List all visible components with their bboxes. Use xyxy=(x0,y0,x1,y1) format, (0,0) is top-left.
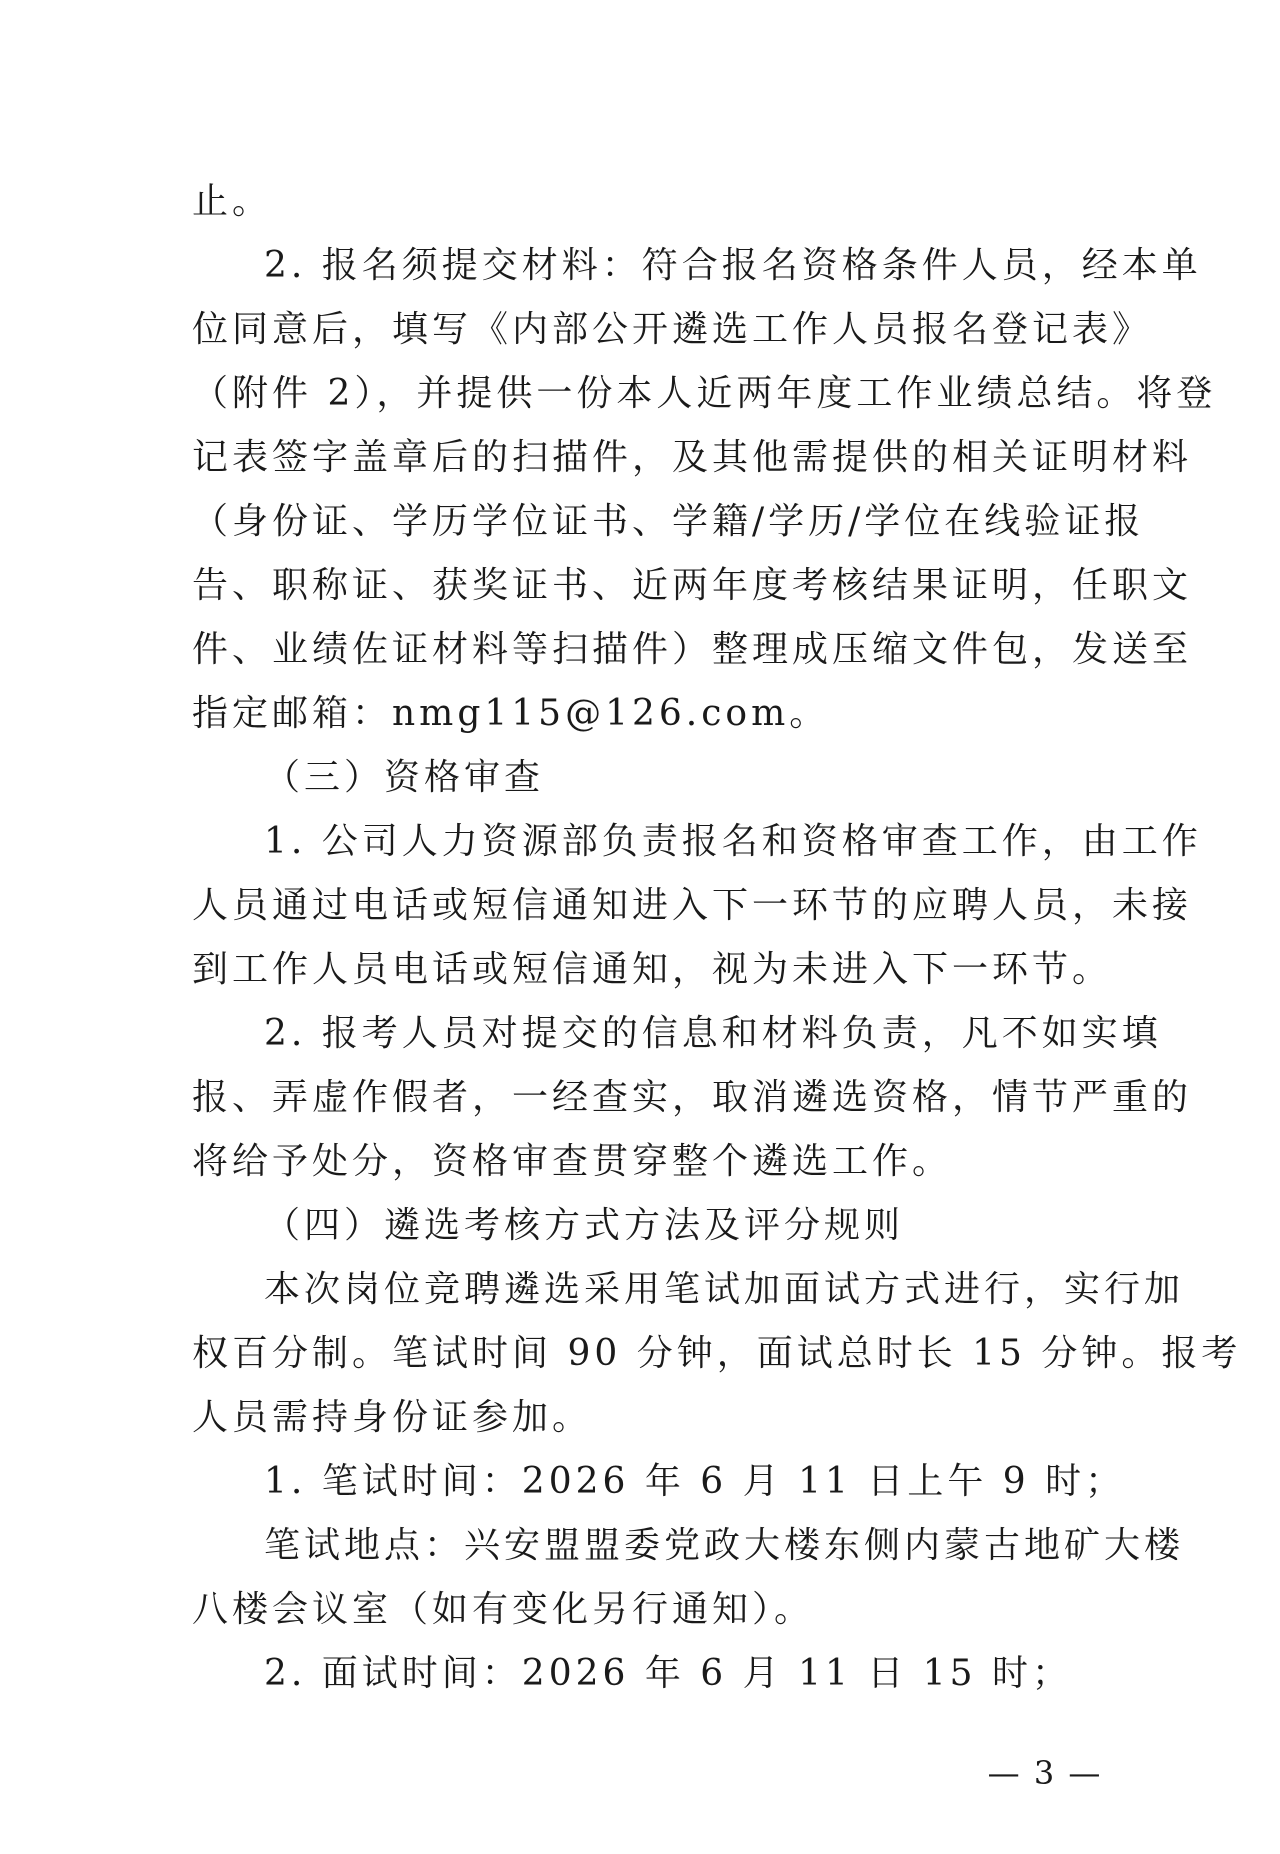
section-heading-qualification-review: （三）资格审查 xyxy=(264,757,545,798)
document-body xyxy=(192,170,1242,1706)
section-heading-assessment-method: （四）遴选考核方式方法及评分规则 xyxy=(264,1205,905,1246)
text-line: 位同意后，填写《内部公开遴选工作人员报名登记表》 xyxy=(192,309,1153,350)
text-line-email: 指定邮箱：nmg115@126.com。 xyxy=(192,693,830,734)
text-line-continuation: 止。 xyxy=(192,181,273,222)
page-number: — 3 — xyxy=(987,1754,1103,1792)
text-line: 件、业绩佐证材料等扫描件）整理成压缩文件包，发送至 xyxy=(192,629,1193,670)
text-line-review-item-2: 2. 报考人员对提交的信息和材料负责，凡不如实填 xyxy=(264,1013,1162,1054)
text-line-review-item-1: 1. 公司人力资源部负责报名和资格审查工作，由工作 xyxy=(264,821,1202,862)
text-line: 人员通过电话或短信通知进入下一环节的应聘人员，未接 xyxy=(192,885,1193,926)
text-line-interview-time: 2. 面试时间：2026 年 6 月 11 日 15 时； xyxy=(264,1653,1073,1694)
text-line-written-exam-time: 1. 笔试时间：2026 年 6 月 11 日上午 9 时； xyxy=(264,1461,1126,1502)
text-line-assessment-intro: 本次岗位竞聘遴选采用笔试加面试方式进行，实行加 xyxy=(264,1269,1185,1310)
text-line: （附件 2），并提供一份本人近两年度工作业绩总结。将登 xyxy=(192,373,1217,414)
text-line: 到工作人员电话或短信通知，视为未进入下一环节。 xyxy=(192,949,1113,990)
text-line: 记表签字盖章后的扫描件，及其他需提供的相关证明材料 xyxy=(192,437,1193,478)
text-line: 将给予处分，资格审查贯穿整个遴选工作。 xyxy=(192,1141,953,1182)
text-line: 权百分制。笔试时间 90 分钟，面试总时长 15 分钟。报考 xyxy=(192,1333,1242,1374)
text-line: 八楼会议室（如有变化另行通知）。 xyxy=(192,1589,815,1630)
text-line: 人员需持身份证参加。 xyxy=(192,1397,593,1438)
text-line: 报、弄虚作假者，一经查实，取消遴选资格，情节严重的 xyxy=(192,1077,1193,1118)
text-line-materials-item: 2. 报名须提交材料：符合报名资格条件人员，经本单 xyxy=(264,245,1202,286)
text-line-written-exam-location: 笔试地点：兴安盟盟委党政大楼东侧内蒙古地矿大楼 xyxy=(264,1525,1185,1566)
text-line: 告、职称证、获奖证书、近两年度考核结果证明，任职文 xyxy=(192,565,1193,606)
text-line: （身份证、学历学位证书、学籍/学历/学位在线验证报 xyxy=(192,501,1145,542)
